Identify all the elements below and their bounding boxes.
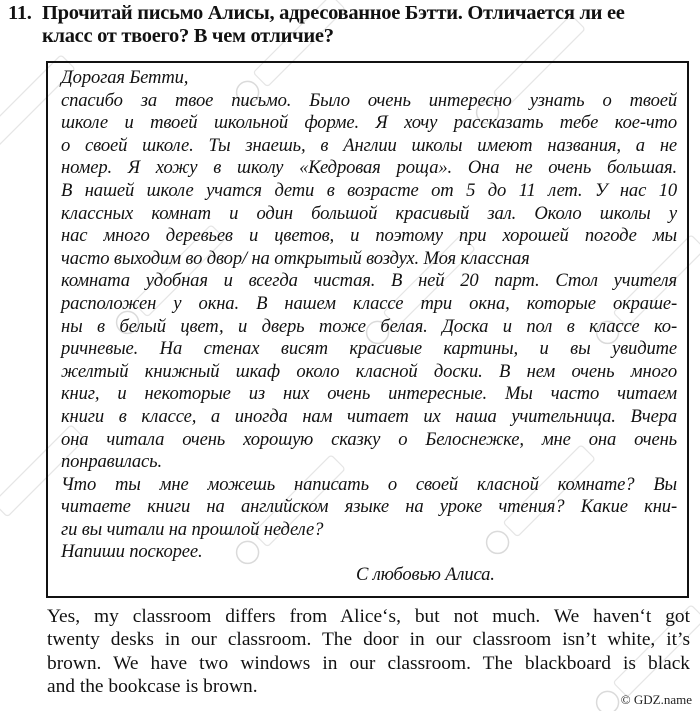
answer-text <box>47 605 690 698</box>
answer-line: and the bookcase is brown. <box>47 675 258 697</box>
letter-line: книги в классе, а иногда нам читает их наша учительница. Вчера <box>61 405 677 427</box>
task-text-line-1: Прочитай письмо Алисы, адресованное Бэтти. Отличается ли ее <box>42 2 625 24</box>
answer-line: twenty desks in our classroom. The door in our classroom isn’t white, it’s <box>47 629 690 651</box>
task-text-line-2: класс от твоего? В чем отличие? <box>42 25 334 47</box>
letter-line: желтый книжный шкаф около класной доски. В нем очень много <box>61 360 677 382</box>
letter-line: комната удобная и всегда чистая. В ней 20 парт. Стол учителя <box>61 270 677 292</box>
letter-line: ны в белый цвет, и дверь тоже белая. Доска и пол в классе ко- <box>61 315 677 337</box>
letter-line: Дорогая Бетти, <box>61 67 189 88</box>
letter-line: номер. Я хожу в школу «Кедровая роща». Она не очень большая. <box>61 157 677 179</box>
letter-line: о своей школе. Ты знаешь, в Англии школы имеют названия, а не <box>61 134 677 156</box>
answer-line: Yes, my classroom differs from Alice‘s, but not much. We haven‘t got <box>47 606 690 627</box>
letter-line: она читала очень хорошую сказку о Белоснежке, мне она очень <box>61 428 677 450</box>
task-number: 11. <box>8 2 32 24</box>
letter-line: ги вы читали на прошлой неделе? <box>61 518 324 540</box>
letter-line: классных комнат и один большой красивый зал. Около школы у <box>61 202 677 224</box>
answer-line: brown. We have two windows in our classroom. The blackboard is black <box>47 652 690 674</box>
letter-line: нас много деревьев и цветов, и поэтому при хорошей погоде мы <box>61 225 677 247</box>
letter-line: читаете книги на английском языке на уроке чтения? Какие кни- <box>61 496 677 518</box>
letter-line: ричневые. На стенах висят красивые картины, и вы увидите <box>61 338 677 360</box>
letter-line: Что ты мне можешь написать о своей класной комнате? Вы <box>61 473 677 495</box>
letter-line: В нашей школе учатся дети в возрасте от 5 до 11 лет. У нас 10 <box>61 179 677 201</box>
letter-line: Напиши поскорее. <box>61 541 203 563</box>
letter-line: спасибо за твое письмо. Было очень интересно узнать о твоей <box>61 89 677 111</box>
letter-line: расположен у окна. В нашем классе три окна, которые окраше- <box>61 292 677 314</box>
letter-text <box>61 67 677 587</box>
task-heading <box>8 2 692 48</box>
letter-line: часто выходим во двор/ на открытый воздух. Моя классная <box>61 247 530 269</box>
letter-signature: С любовью Алиса. <box>356 564 495 586</box>
letter-box <box>46 61 689 598</box>
copyright-label: © GDZ.name <box>620 692 692 707</box>
letter-line: книг, и некоторые из них очень интересные. Мы часто читаем <box>61 383 677 405</box>
letter-line: понравилась. <box>61 451 162 473</box>
letter-line: школе и твоей школьной форме. Я хочу рассказать тебе кое-что <box>61 112 677 134</box>
